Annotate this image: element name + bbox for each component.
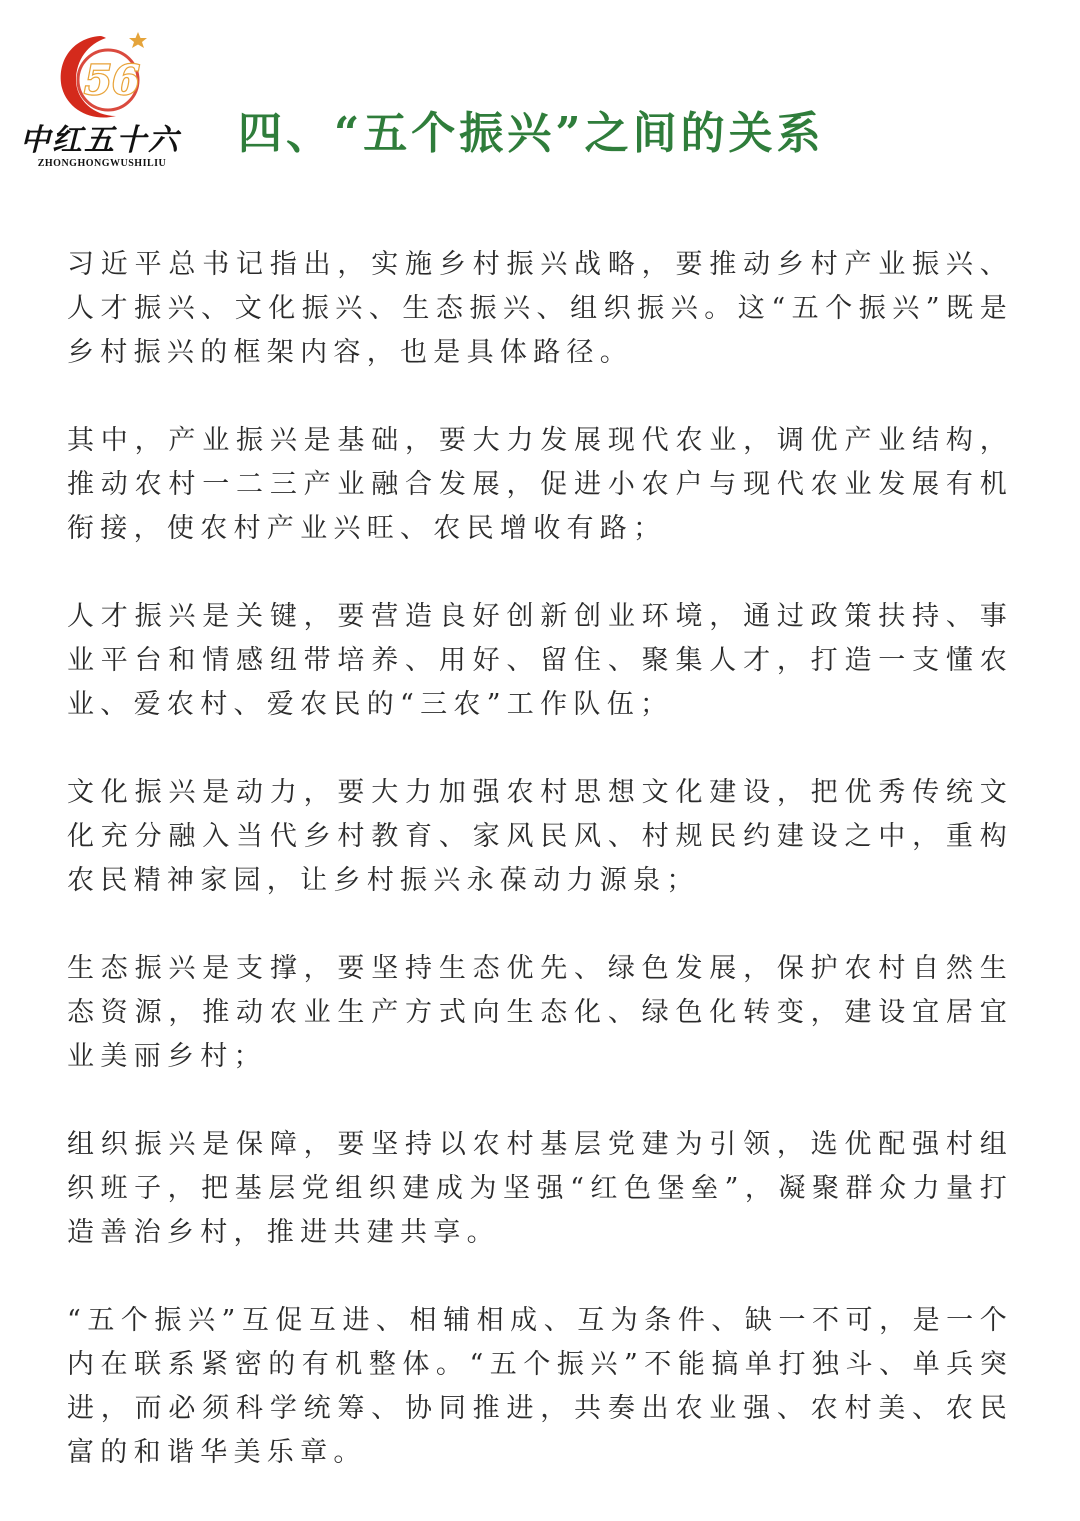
header bbox=[0, 0, 1080, 200]
paragraph-talent: 人才振兴是关键，要营造良好创新创业环境，通过政策扶持、事业平台和情感纽带培养、用好、留住、聚集人才，打造一支懂农业、爱农村、爱农民的“三农”工作队伍； bbox=[67, 601, 1013, 720]
logo-emblem-icon bbox=[50, 28, 160, 124]
logo bbox=[20, 28, 180, 168]
logo-number: 56 bbox=[84, 57, 140, 104]
page-title: 四、“五个振兴”之间的关系 bbox=[238, 108, 825, 159]
paragraph-industry: 其中，产业振兴是基础，要大力发展现代农业，调优产业结构，推动农村一二三产业融合发展，促进小农户与现代农业发展有机衔接，使农村产业兴旺、农民增收有路； bbox=[67, 425, 1013, 544]
article-body bbox=[67, 243, 1013, 1519]
paragraph-summary: “五个振兴”互促互进、相辅相成、互为条件、缺一不可，是一个内在联系紧密的有机整体。“五个振兴”不能搞单打独斗、单兵突进，而必须科学统筹、协同推进，共奏出农业强、农村美、农民富的和谐华美乐章。 bbox=[67, 1305, 1013, 1468]
paragraph-organization: 组织振兴是保障，要坚持以农村基层党建为引领，选优配强村组织班子，把基层党组织建成为坚强“红色堡垒”，凝聚群众力量打造善治乡村，推进共建共享。 bbox=[67, 1129, 1013, 1248]
paragraph-intro: 习近平总书记指出，实施乡村振兴战略，要推动乡村产业振兴、人才振兴、文化振兴、生态振兴、组织振兴。这“五个振兴”既是乡村振兴的框架内容，也是具体路径。 bbox=[67, 249, 1013, 368]
paragraph-culture: 文化振兴是动力，要大力加强农村思想文化建设，把优秀传统文化充分融入当代乡村教育、家风民风、村规民约建设之中，重构农民精神家园，让乡村振兴永葆动力源泉； bbox=[67, 777, 1013, 896]
paragraph-ecology: 生态振兴是支撑，要坚持生态优先、绿色发展，保护农村自然生态资源，推动农业生产方式向生态化、绿色化转变，建设宜居宜业美丽乡村； bbox=[67, 953, 1013, 1072]
logo-text-cn: 中红五十六 bbox=[20, 123, 180, 158]
logo-text-en: ZHONGHONGWUSHILIU bbox=[37, 158, 167, 169]
star-icon bbox=[129, 32, 147, 48]
